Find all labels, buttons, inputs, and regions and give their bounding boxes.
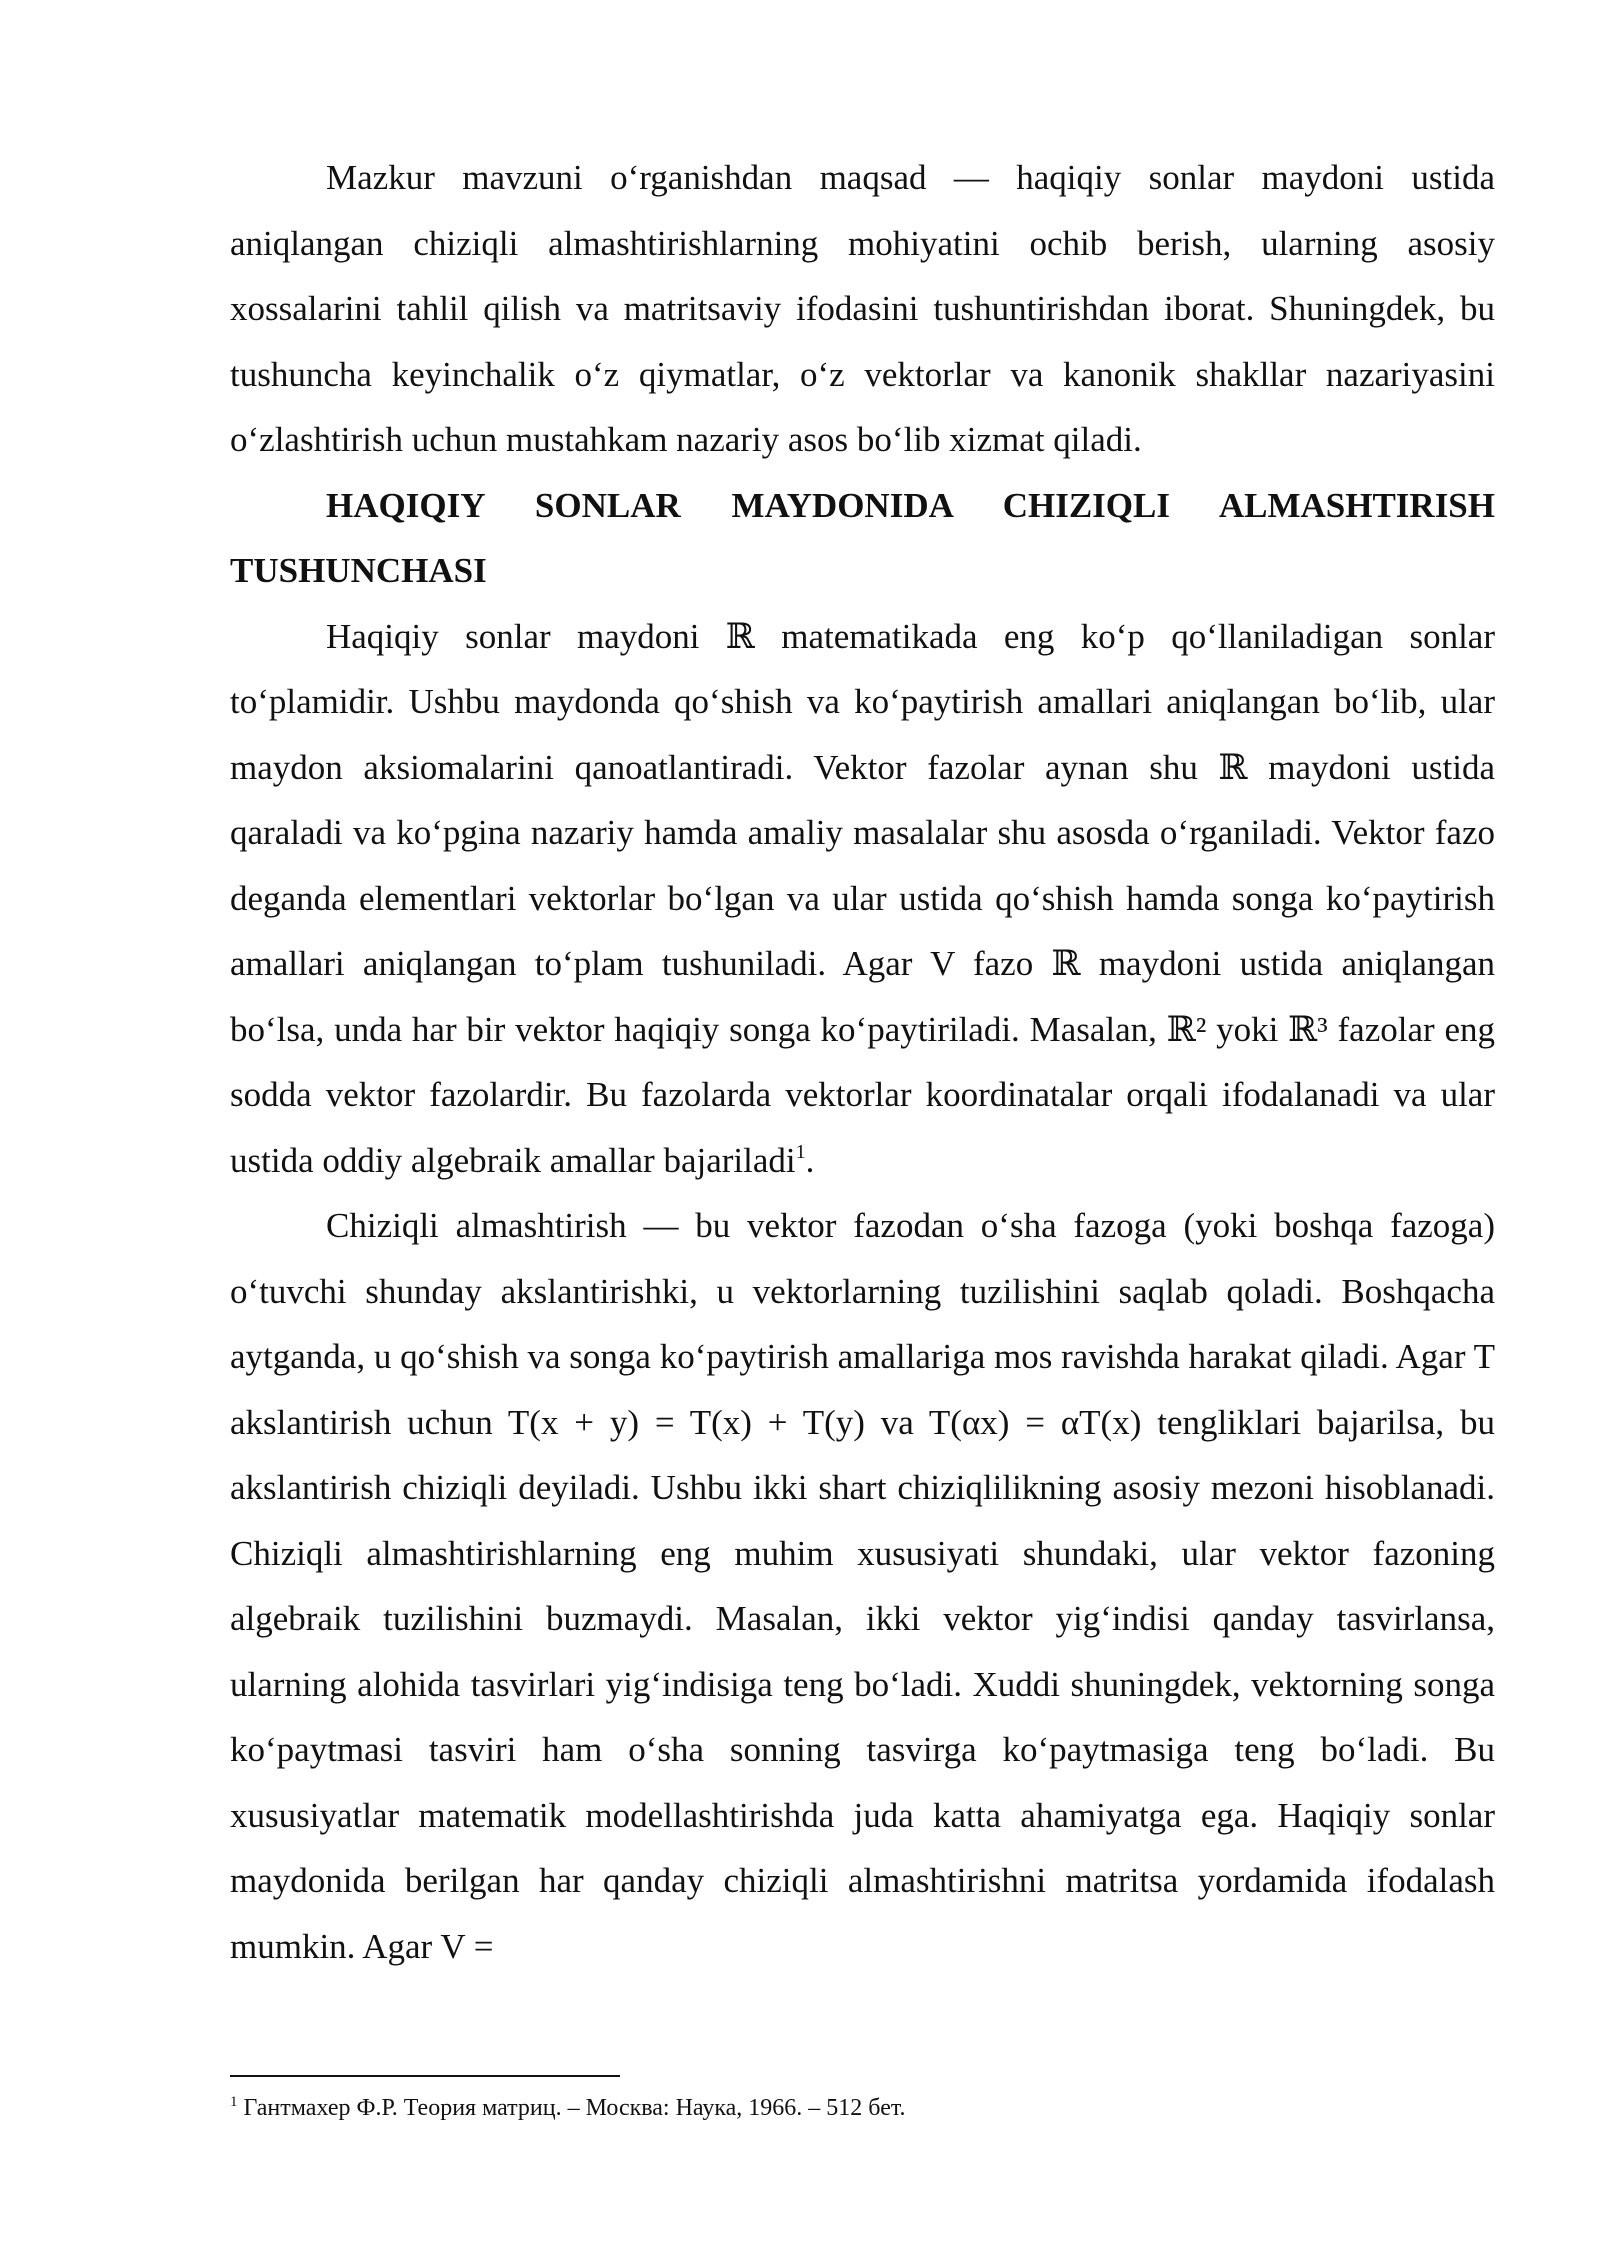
- footnote-number: 1: [230, 2094, 238, 2110]
- document-body: [230, 145, 1495, 1979]
- footnote-reference-suffix: .: [805, 1140, 815, 1180]
- real-field-paragraph: [230, 604, 1495, 1194]
- footnote-reference[interactable]: 1: [795, 1140, 806, 1163]
- footnote-text: Гантмахер Ф.Р. Теория матриц. – Москва: Наука, 1966. – 512 бет.: [237, 2095, 906, 2121]
- footnote-separator: [230, 2075, 620, 2077]
- intro-paragraph: Mazkur mavzuni o‘rganishdan maqsad — haqiqiy sonlar maydoni ustida aniqlangan chiziqli almashtirishlarning mohiyatini ochib berish, ularning asosiy xossalarini tahlil qilish va matritsaviy ifodasini tushuntirishdan iborat. Shuningdek, bu tushuncha keyinchalik o‘z qiymatlar, o‘z vektorlar va kanonik shakllar nazariyasini o‘zlashtirish uchun mustahkam nazariy asos bo‘lib xizmat qiladi.: [230, 158, 1495, 459]
- linear-map-paragraph: Chiziqli almashtirish — bu vektor fazodan o‘sha fazoga (yoki boshqa fazoga) o‘tuvchi shunday akslantirishki, u vektorlarning tuzilishini saqlab qoladi. Boshqacha aytganda, u qo‘shish va songa ko‘paytirish amallariga mos ravishda harakat qiladi. Agar T akslantirish uchun T(x + y) = T(x) + T(y) va T(αx) = αT(x) tengliklari bajarilsa, bu akslantirish chiziqli deyiladi. Ushbu ikki shart chiziqlilikning asosiy mezoni hisoblanadi. Chiziqli almashtirishlarning eng muhim xususiyati shundaki, ular vektor fazoning algebraik tuzilishini buzmaydi. Masalan, ikki vektor yig‘indisi qanday tasvirlansa, ularning alohida tasvirlari yig‘indisiga teng bo‘ladi. Xuddi shuningdek, vektorning songa ko‘paytmasi tasviri ham o‘sha sonning tasvirga ko‘paytmasiga teng bo‘ladi. Bu xususiyatlar matematik modellashtirishda juda katta ahamiyatga ega. Haqiqiy sonlar maydonida berilgan har qanday chiziqli almashtirishni matritsa yordamida ifodalash mumkin. Agar V =: [230, 1206, 1495, 1966]
- real-field-paragraph-text: Haqiqiy sonlar maydoni ℝ matematikada eng ko‘p qo‘llaniladigan sonlar to‘plamidir. Ushbu maydonda qo‘shish va ko‘paytirish amallari aniqlangan bo‘lib, ular maydon aksiomalarini qanoatlantiradi. Vektor fazolar aynan shu ℝ maydoni ustida qaraladi va ko‘pgina nazariy hamda amaliy masalalar shu asosda o‘rganiladi. Vektor fazo deganda elementlari vektorlar bo‘lgan va ular ustida qo‘shish hamda songa ko‘paytirish amallari aniqlangan to‘plam tushuniladi. Agar V fazo ℝ maydoni ustida aniqlangan bo‘lsa, unda har bir vektor haqiqiy songa ko‘paytiriladi. Masalan, ℝ² yoki ℝ³ fazolar eng sodda vektor fazolardir. Bu fazolarda vektorlar koordinatalar orqali ifodalanadi va ular ustida oddiy algebraik amallar bajariladi: [230, 616, 1495, 1180]
- footnote: [230, 2093, 1495, 2123]
- section-heading: HAQIQIY SONLAR MAYDONIDA CHIZIQLI ALMASHTIRISH TUSHUNCHASI: [230, 485, 1495, 590]
